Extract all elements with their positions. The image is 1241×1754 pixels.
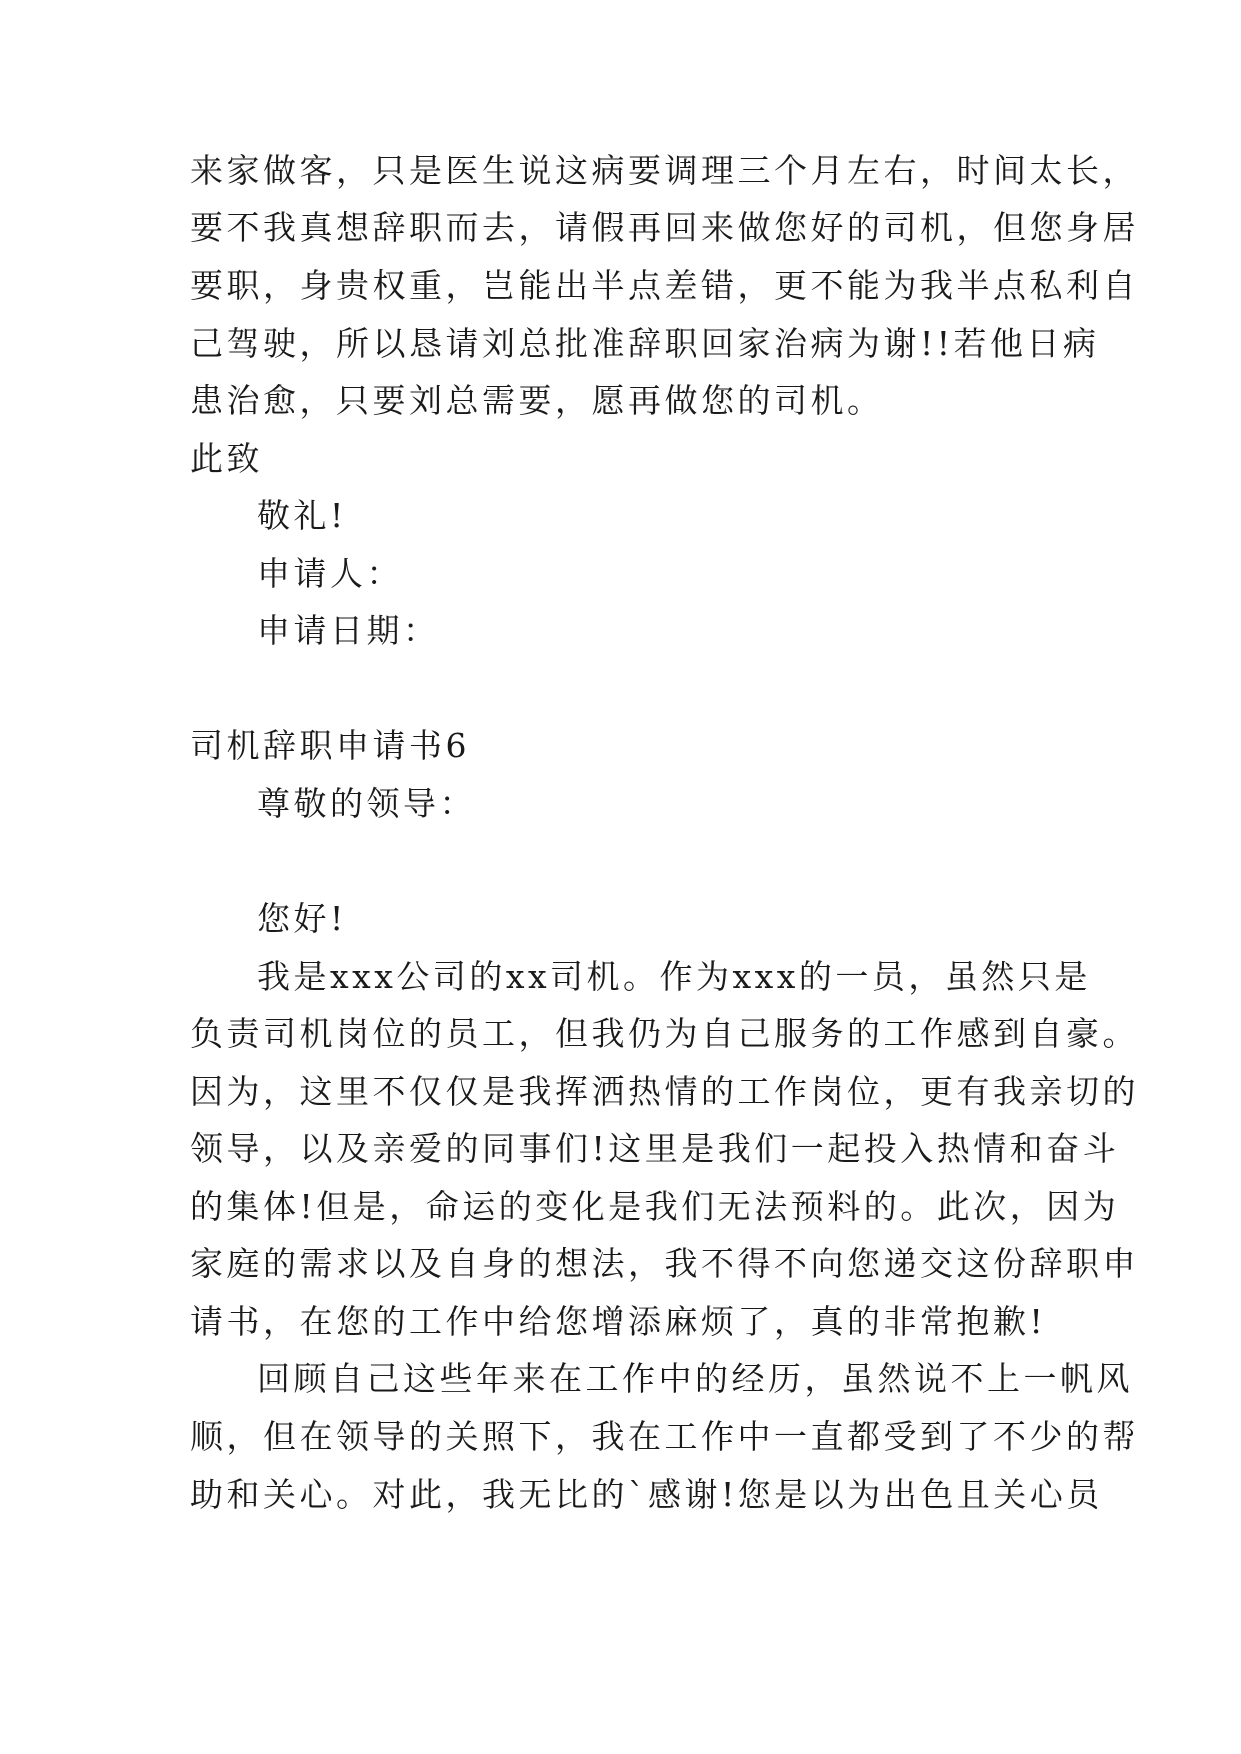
greeting-line: 尊敬的领导： xyxy=(257,784,476,823)
hello-line: 您好! xyxy=(257,899,347,938)
body-line: 来家做客，只是医生说这病要调理三个月左右，时间太长， xyxy=(190,151,1139,190)
body-line: 请书，在您的工作中给您增添麻烦了，真的非常抱歉! xyxy=(190,1302,1047,1341)
body-line: 顺，但在领导的关照下，我在工作中一直都受到了不少的帮 xyxy=(190,1417,1139,1456)
body-line: 助和关心。对此，我无比的`感谢!您是以为出色且关心员 xyxy=(190,1475,1103,1514)
closing-line: 此致 xyxy=(190,439,263,478)
body-line: 家庭的需求以及自身的想法，我不得不向您递交这份辞职申 xyxy=(190,1244,1139,1283)
salutation-line: 敬礼! xyxy=(257,496,347,535)
section-title: 司机辞职申请书6 xyxy=(190,726,470,765)
body-line: 负责司机岗位的员工，但我仍为自己服务的工作感到自豪。 xyxy=(190,1014,1139,1053)
body-line: 我是xxx公司的xx司机。作为xxx的一员，虽然只是 xyxy=(257,957,1091,996)
body-line: 回顾自己这些年来在工作中的经历，虽然说不上一帆风 xyxy=(257,1359,1133,1398)
body-line: 要不我真想辞职而去，请假再回来做您好的司机，但您身居 xyxy=(190,208,1139,247)
body-line: 领导，以及亲爱的同事们!这里是我们一起投入热情和奋斗 xyxy=(190,1129,1120,1168)
body-line: 因为，这里不仅仅是我挥洒热情的工作岗位，更有我亲切的 xyxy=(190,1072,1139,1111)
body-line: 的集体!但是，命运的变化是我们无法预料的。此次，因为 xyxy=(190,1187,1120,1226)
body-line: 患治愈，只要刘总需要，愿再做您的司机。 xyxy=(190,381,884,420)
body-line: 己驾驶，所以恳请刘总批准辞职回家治病为谢!!若他日病 xyxy=(190,324,1100,363)
body-line: 要职，身贵权重，岂能出半点差错，更不能为我半点私利自 xyxy=(190,266,1139,305)
date-label: 申请日期： xyxy=(257,611,440,650)
applicant-label: 申请人： xyxy=(257,554,403,593)
